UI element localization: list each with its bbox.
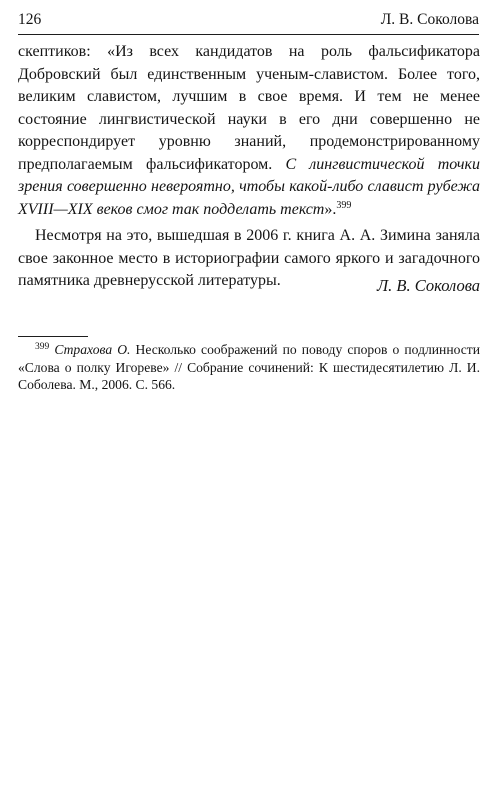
footnotes [18, 341, 480, 394]
running-head-author: Л. В. Соколова [380, 11, 479, 28]
footnote-text: Несколько соображений по поводу споров о подлинности «Слова о полку Игореве» // Собрание сочинений: К шестидесятилетию Л. И. Соболева. М., 2006. С. 566. [18, 342, 480, 392]
footnote-399 [18, 341, 480, 394]
running-head [18, 10, 479, 32]
footnote-number: 399 [35, 342, 50, 352]
header-rule [18, 34, 479, 35]
page-number: 126 [18, 11, 42, 28]
paragraph-quote [18, 41, 480, 221]
footnote-author: Страхова О. [54, 342, 131, 357]
footnote-reference[interactable]: 399 [336, 199, 352, 211]
quote-italic-text: С лингвистической точки зрения совершенно невероятно, чтобы какой-либо славист рубежа XVIII—XIX веков смог так подделать текст [18, 155, 480, 218]
footnote-rule [18, 336, 88, 337]
quote-closing: ». [324, 200, 337, 218]
author-signature: Л. В. Соколова [377, 276, 480, 295]
paragraph-conclusion: Несмотря на это, вышедшая в 2006 г. книга А. А. Зимина заняла свое законное место в историографии самого яркого и загадочного памятника древнерусской литературы. [18, 227, 480, 289]
quote-text: скептиков: «Из всех кандидатов на роль фальсификатора Добровский был единственным ученым-славистом. Более того, великим славистом, лучшим в свое время. И тем не менее состояние лингвистической науки в его дни совершенно не корреспондирует уровню знаний, продемонстрированному предполагаемым фальсификатором. [18, 43, 480, 173]
main-text [18, 41, 480, 293]
